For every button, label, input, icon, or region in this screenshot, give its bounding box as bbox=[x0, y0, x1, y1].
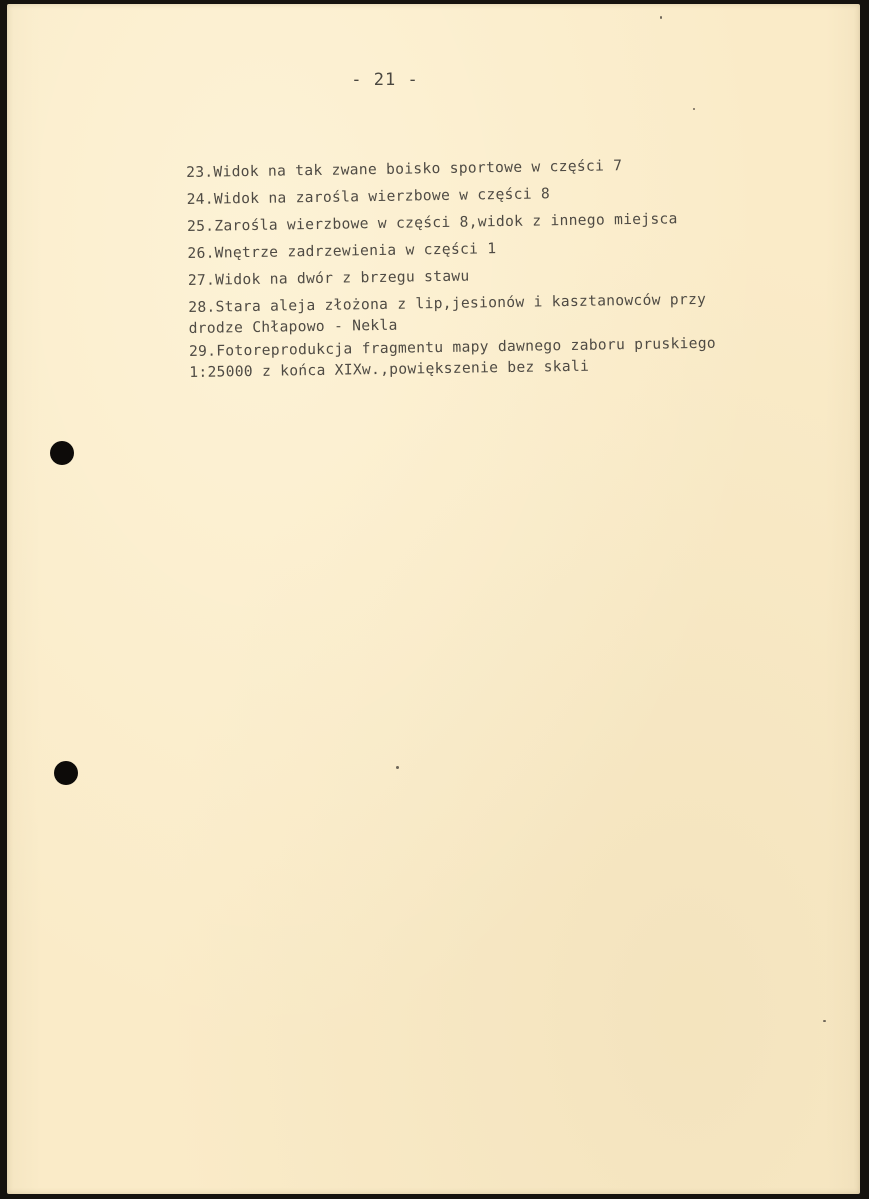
item-text: Fotoreprodukcja fragmentu mapy dawnego zaboru pruskiego bbox=[216, 334, 717, 360]
punch-hole-top bbox=[50, 441, 74, 465]
list-item bbox=[188, 285, 809, 337]
item-text: Widok na zarośla wierzbowe w części 8 bbox=[213, 185, 551, 208]
page-number: - 21 - bbox=[351, 70, 419, 90]
item-number: 25. bbox=[186, 217, 215, 235]
item-number: 24. bbox=[186, 190, 215, 208]
item-number: 26. bbox=[187, 244, 215, 262]
item-text: Wnętrze zadrzewienia w części 1 bbox=[214, 240, 497, 262]
paper-speck bbox=[396, 766, 399, 769]
item-text-continuation: drodze Chłapowo - Nekla bbox=[188, 316, 398, 337]
paper-speck bbox=[823, 1020, 826, 1022]
item-number: 29. bbox=[188, 342, 217, 360]
list-item bbox=[189, 329, 810, 381]
item-text-continuation: 1:25000 z końca XIXw.,powiększenie bez skali bbox=[189, 357, 590, 381]
item-number: 28. bbox=[188, 298, 216, 316]
item-text: Widok na tak zwane boisko sportowe w części 7 bbox=[213, 157, 623, 181]
paper-speck bbox=[693, 108, 695, 110]
item-number: 27. bbox=[187, 271, 216, 289]
item-text: Widok na dwór z brzegu stawu bbox=[215, 267, 470, 289]
item-number: 23. bbox=[186, 163, 214, 181]
punch-hole-bottom bbox=[54, 761, 78, 785]
item-text: Stara aleja złożona z lip,jesionów i kasztanowców przy bbox=[215, 290, 707, 316]
photo-caption-list bbox=[186, 150, 809, 383]
item-text: Zarośla wierzbowe w części 8,widok z innego miejsca bbox=[214, 210, 678, 235]
paper-speck bbox=[660, 16, 662, 19]
